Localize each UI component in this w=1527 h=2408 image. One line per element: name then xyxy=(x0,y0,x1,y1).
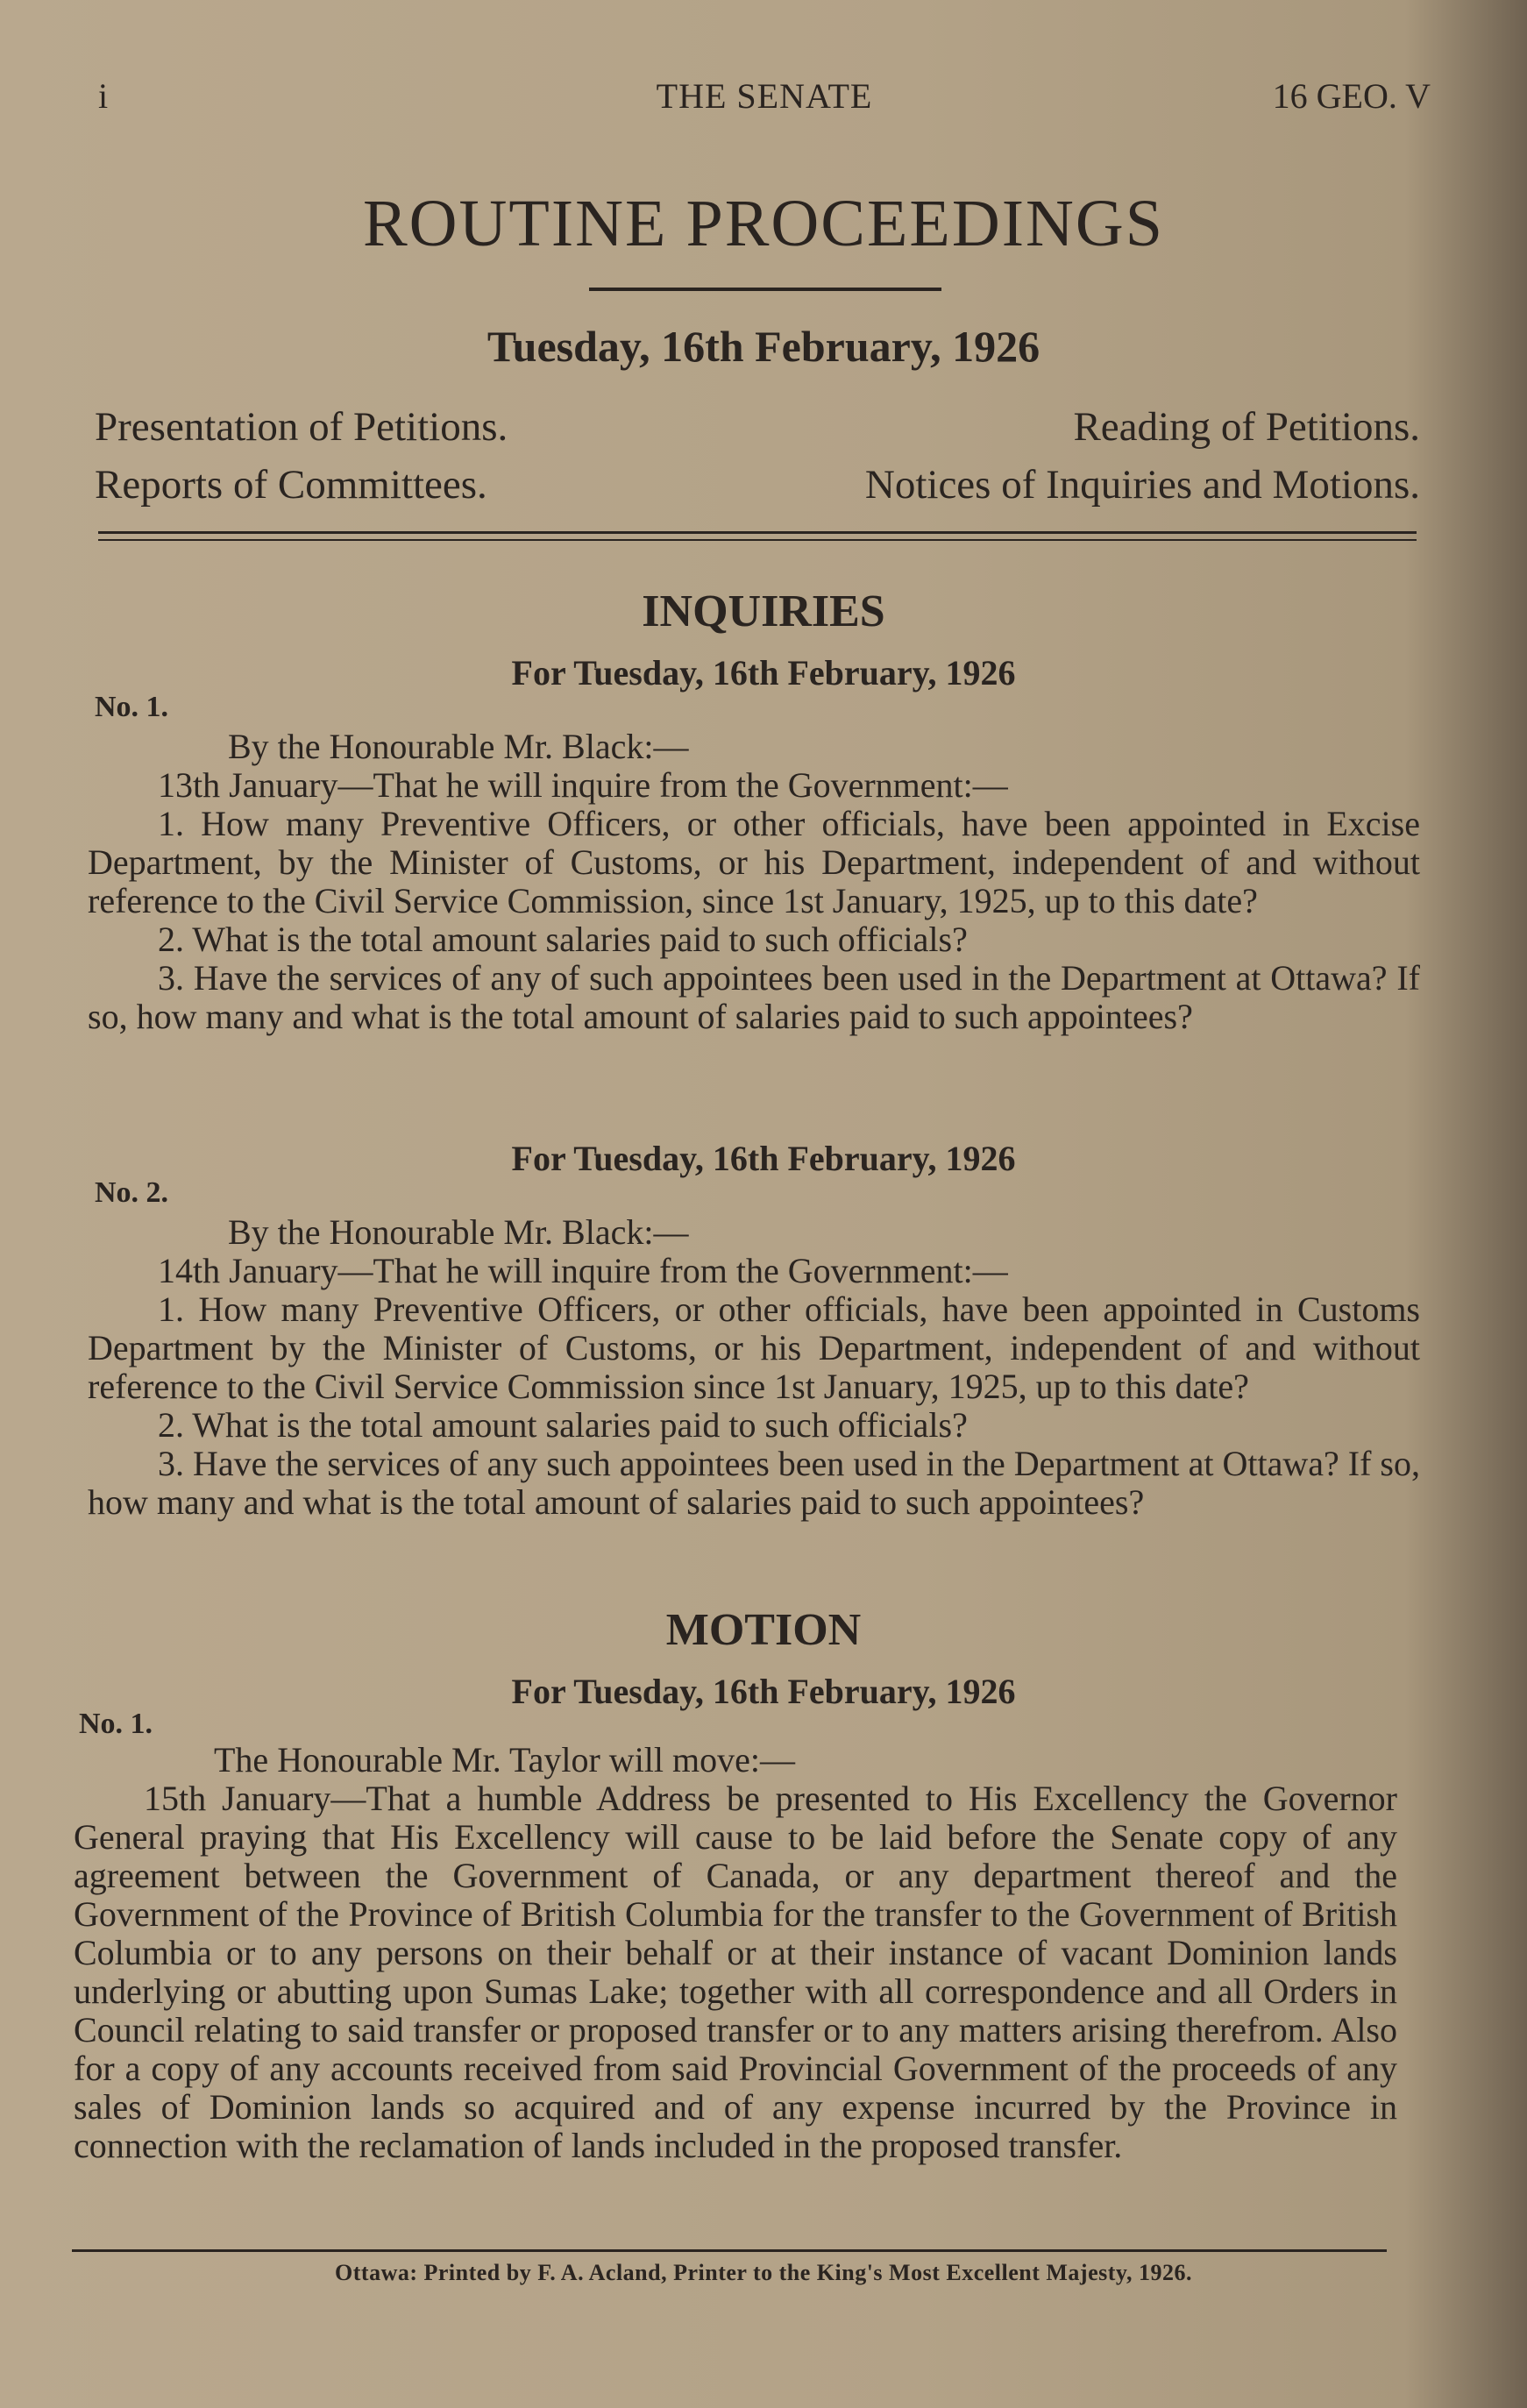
inquiry-mover: By the Honourable Mr. Black:— xyxy=(228,727,689,766)
inquiry-date: For Tuesday, 16th February, 1926 xyxy=(511,653,1016,693)
page-title: ROUTINE PROCEEDINGS xyxy=(362,187,1165,260)
section-divider xyxy=(98,531,1417,541)
inquiry-mover: By the Honourable Mr. Black:— xyxy=(228,1212,689,1252)
motion-mover: The Honourable Mr. Taylor will move:— xyxy=(214,1740,796,1779)
running-title: THE SENATE xyxy=(656,76,873,116)
page-header xyxy=(98,75,1431,119)
printer-imprint: Ottawa: Printed by F. A. Acland, Printer to the King's Most Excellent Majesty, 1926. xyxy=(335,2260,1192,2285)
motion-text: 15th January—That a humble Address be presented to His Excellency the Governor General praying that His Excellency will cause to be laid before the Senate copy of any agreement between the Government of Canada, or any department thereof and the Government of the Province of British Columbia for the transfer to the Government of British Columbia or to any persons on their behalf or at their instance of vacant Dominion lands underlying or abutting upon Sumas Lake; together with all correspondence and all Orders in Council relating to said transfer or proposed transfer or to any matters arising therefrom. Also for a copy of any accounts received from said Provincial Government of the proceeds of any sales of Dominion lands so acquired and of any expense incurred by the Province in connection with the reclamation of lands included in the proposed transfer. xyxy=(74,1779,1397,2165)
footer-rule xyxy=(72,2249,1387,2252)
sitting-date: Tuesday, 16th February, 1926 xyxy=(487,322,1040,371)
inquiry-question: 2. What is the total amount salaries paid to such officials? xyxy=(158,1405,968,1445)
inquiry-question: 1. How many Preventive Officers, or other officials, have been appointed in Excise Department, by the Minister of Customs, or his Department, independent of and without reference to the Civil Service Commission, since 1st January, 1925, up to this date? xyxy=(88,804,1420,920)
motion-heading: MOTION xyxy=(665,1605,862,1655)
inquiry-number: No. 1. xyxy=(95,691,169,723)
inquiry-question: 1. How many Preventive Officers, or other officials, have been appointed in Customs Department by the Minister of Customs, or his Department, independent of and without reference to the Civil Service Commission since 1st January, 1925, up to this date? xyxy=(88,1289,1420,1406)
inquiry-body xyxy=(88,728,1420,1036)
inquiry-body xyxy=(88,1213,1420,1522)
motion-body xyxy=(74,1741,1397,2165)
inquiry-date: For Tuesday, 16th February, 1926 xyxy=(511,1139,1016,1178)
order-of-business xyxy=(95,398,1420,514)
page-number: i xyxy=(98,76,109,116)
inquiry-question: 2. What is the total amount salaries paid to such officials? xyxy=(158,920,968,959)
business-item: Reports of Committees. xyxy=(95,462,487,508)
inquiries-heading: INQUIRIES xyxy=(642,586,885,636)
inquiry-question: 3. Have the services of any such appointees been used in the Department at Ottawa? If so, how many and what is the total amount of salaries paid to such appointees? xyxy=(88,1444,1420,1522)
business-item: Notices of Inquiries and Motions. xyxy=(864,462,1420,508)
inquiry-intro: 14th January—That he will inquire from the Government:— xyxy=(158,1251,1008,1290)
regnal-year: 16 GEO. V xyxy=(1272,76,1431,116)
motion-date: For Tuesday, 16th February, 1926 xyxy=(511,1672,1016,1711)
business-item: Reading of Petitions. xyxy=(1073,404,1420,450)
inquiry-number: No. 2. xyxy=(95,1176,169,1209)
title-rule xyxy=(589,288,941,291)
inquiry-question: 3. Have the services of any of such appointees been used in the Department at Ottawa? If so, how many and what is the total amount of salaries paid to such appointees? xyxy=(88,958,1420,1036)
inquiry-intro: 13th January—That he will inquire from the Government:— xyxy=(158,765,1008,805)
motion-number: No. 1. xyxy=(79,1708,153,1740)
business-item: Presentation of Petitions. xyxy=(95,404,508,450)
